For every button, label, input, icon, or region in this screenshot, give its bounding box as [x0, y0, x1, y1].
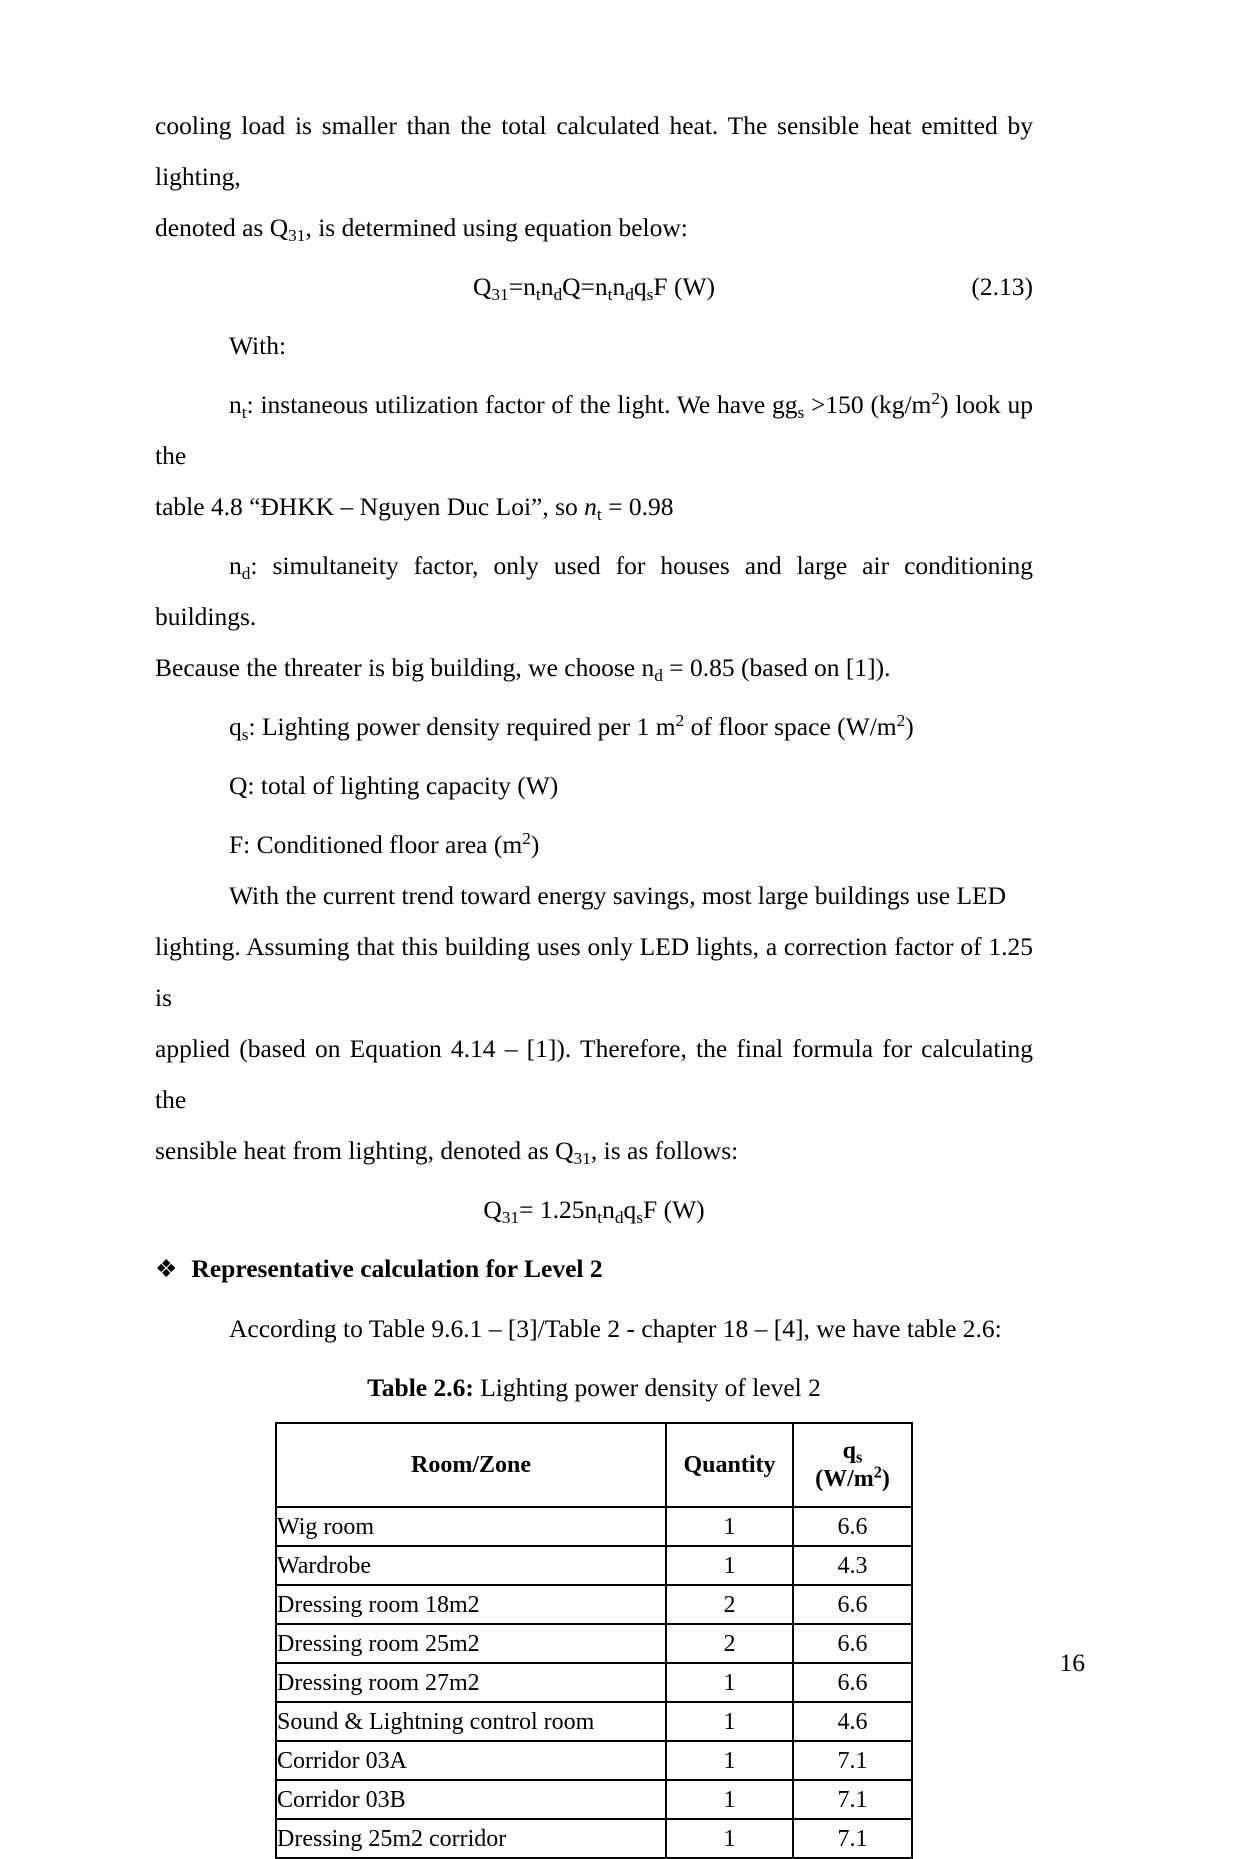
- equation-final-sub-s: s: [636, 1207, 644, 1227]
- equation-sub-s: s: [646, 284, 654, 304]
- cell-room-zone: Corridor 03A: [276, 1741, 666, 1780]
- cell-quantity: 1: [666, 1780, 793, 1819]
- nt-line2-italic-n: n: [584, 492, 597, 521]
- equation-final-part-2: n: [602, 1195, 615, 1224]
- equation-final-sub-d: d: [614, 1207, 624, 1227]
- cell-qs: 6.6: [793, 1507, 912, 1546]
- paragraph-f-area: [155, 819, 1033, 870]
- table-caption-label: Table 2.6:: [367, 1373, 474, 1402]
- table-caption: [155, 1362, 1033, 1413]
- table-row: [276, 1741, 912, 1780]
- lighting-power-density-table: [275, 1422, 913, 1859]
- cell-quantity: 1: [666, 1663, 793, 1702]
- cell-qs: 4.3: [793, 1546, 912, 1585]
- cell-room-zone: Sound & Lightning control room: [276, 1702, 666, 1741]
- table-row: [276, 1624, 912, 1663]
- cell-room-zone: Dressing room 25m2: [276, 1624, 666, 1663]
- cell-room-zone: Dressing 25m2 corridor: [276, 1819, 666, 1858]
- qs-header-subscript: s: [856, 1447, 863, 1467]
- cell-room-zone: Dressing room 27m2: [276, 1663, 666, 1702]
- cell-qs: 7.1: [793, 1780, 912, 1819]
- paragraph-line-2-pre: denoted as Q: [155, 213, 289, 242]
- table-header: [276, 1423, 912, 1507]
- nt-line2-a: table 4.8 “ĐHKK – Nguyen Duc Loi”, so: [155, 492, 585, 521]
- q-total-text: Q: total of lighting capacity (W): [229, 771, 559, 800]
- paragraph-line-2-subscript: 31: [288, 225, 306, 245]
- cell-qs: 7.1: [793, 1819, 912, 1858]
- led-line-4-subscript: 31: [573, 1148, 591, 1168]
- led-line-4-b: , is as follows:: [590, 1136, 739, 1165]
- cell-quantity: 1: [666, 1819, 793, 1858]
- table-row: [276, 1819, 912, 1858]
- column-header-quantity: Quantity: [666, 1423, 793, 1507]
- page-number: 16: [1059, 1648, 1085, 1677]
- equation-number: (2.13): [971, 272, 1033, 301]
- led-line-4-a: sensible heat from lighting, denoted as Q: [155, 1136, 574, 1165]
- column-header-room-zone: Room/Zone: [276, 1423, 666, 1507]
- led-line-3: applied (based on Equation 4.14 – [1]). Therefore, the final formula for calculating the: [155, 1034, 1033, 1114]
- table-header-row: [276, 1423, 912, 1507]
- nt-line2-b: = 0.98: [601, 492, 674, 521]
- f-area-superscript: 2: [522, 828, 531, 848]
- nt-text-c: ) look up the: [155, 390, 1033, 470]
- qs-header-unit-superscript: 2: [873, 1462, 882, 1482]
- gs-symbol: g: [784, 390, 798, 419]
- led-line-1: With the current trend toward energy savings, most large buildings use LED: [229, 881, 1007, 910]
- nt-symbol: n: [229, 390, 242, 419]
- gs-subscript: s: [797, 402, 805, 422]
- with-label-text: With:: [229, 331, 287, 360]
- cell-qs: 4.6: [793, 1702, 912, 1741]
- table-row: [276, 1585, 912, 1624]
- cell-quantity: 1: [666, 1546, 793, 1585]
- led-line-2: lighting. Assuming that this building uses only LED lights, a correction factor of 1.25 is: [155, 932, 1033, 1012]
- cell-room-zone: Dressing room 18m2: [276, 1585, 666, 1624]
- according-to-text: According to Table 9.6.1 – [3]/Table 2 - chapter 18 – [4], we have table 2.6:: [229, 1314, 1002, 1343]
- nt-text-b: >150 (kg/m: [804, 390, 932, 419]
- equation-q-subscript: 31: [491, 284, 509, 304]
- qs-text-b: of floor space (W/m: [684, 712, 897, 741]
- table-row: [276, 1546, 912, 1585]
- qs-subscript: s: [241, 724, 249, 744]
- section-heading-representative-calculation: [155, 1243, 1033, 1295]
- table-row: [276, 1702, 912, 1741]
- paragraph-continued-text: [155, 100, 1033, 253]
- equation-final-part-4: F (W): [643, 1195, 705, 1224]
- paragraph-led: [155, 870, 1033, 1176]
- cell-room-zone: Wardrobe: [276, 1546, 666, 1585]
- equation-part-1: =n: [508, 272, 536, 301]
- column-header-qs-unit-line: [794, 1462, 911, 1493]
- cell-quantity: 1: [666, 1507, 793, 1546]
- cell-room-zone: Wig room: [276, 1507, 666, 1546]
- qs-text-c: ): [905, 712, 914, 741]
- paragraph-qs: [155, 701, 1033, 752]
- qs-superscript-2: 2: [896, 710, 906, 730]
- equation-2-13: [155, 261, 1033, 312]
- table-row: [276, 1780, 912, 1819]
- f-area-text-b: ): [530, 830, 540, 859]
- nt-text-a: : instaneous utilization factor of the light. We have g: [246, 390, 785, 419]
- nt-line2-subscript: t: [596, 504, 602, 524]
- column-header-qs-symbol-line: [794, 1437, 911, 1465]
- equation-sub-t1: t: [535, 284, 541, 304]
- nd-line2-subscript: d: [654, 665, 663, 685]
- equation-sub-t2: t: [607, 284, 613, 304]
- nd-text-a: : simultaneity factor, only used for houses and large air conditioning buildings.: [155, 551, 1033, 631]
- cell-qs: 7.1: [793, 1741, 912, 1780]
- with-label: [155, 320, 1033, 371]
- qs-header-unit-post: ): [881, 1466, 890, 1492]
- table-body: [276, 1507, 912, 1858]
- cell-room-zone: Corridor 03B: [276, 1780, 666, 1819]
- paragraph-nt: [155, 379, 1033, 532]
- qs-symbol: q: [229, 712, 242, 741]
- equation-part-5: q: [633, 272, 647, 301]
- nd-subscript: d: [241, 563, 251, 583]
- cell-quantity: 1: [666, 1741, 793, 1780]
- qs-text-a: : Lighting power density required per 1 m: [248, 712, 676, 741]
- equation-part-3: Q=n: [562, 272, 608, 301]
- nd-symbol: n: [229, 551, 242, 580]
- paragraph-line-2-post: , is determined using equation below:: [305, 213, 688, 242]
- equation-final: [155, 1184, 1033, 1235]
- qs-superscript-1: 2: [675, 710, 685, 730]
- nt-superscript: 2: [931, 388, 941, 408]
- nt-subscript: t: [241, 402, 247, 422]
- equation-final-part-1: = 1.25n: [519, 1195, 598, 1224]
- diamond-bullet-icon: ❖: [155, 1256, 178, 1283]
- paragraph-according-to: [155, 1303, 1033, 1354]
- equation-final-part-3: q: [623, 1195, 637, 1224]
- paragraph-q-total: [155, 760, 1033, 811]
- qs-header-symbol: q: [842, 1438, 856, 1464]
- table-caption-text: Lighting power density of level 2: [473, 1373, 821, 1402]
- equation-final-q-subscript: 31: [501, 1207, 520, 1227]
- equation-final-q: Q: [483, 1195, 502, 1224]
- equation-sub-d1: d: [553, 284, 563, 304]
- cell-qs: 6.6: [793, 1663, 912, 1702]
- equation-part-4: n: [612, 272, 626, 301]
- equation-sub-d2: d: [625, 284, 634, 304]
- page-content: [155, 100, 1033, 1859]
- table-row: [276, 1663, 912, 1702]
- cell-quantity: 2: [666, 1624, 793, 1663]
- equation-q: Q: [472, 272, 492, 301]
- qs-header-unit-pre: (W/m: [815, 1466, 874, 1492]
- cell-qs: 6.6: [793, 1585, 912, 1624]
- f-area-text-a: F: Conditioned floor area (m: [229, 830, 523, 859]
- paragraph-line-1: cooling load is smaller than the total calculated heat. The sensible heat emitted by lighting,: [155, 111, 1033, 191]
- column-header-qs: [793, 1423, 912, 1507]
- equation-part-6: F (W): [653, 272, 716, 301]
- cell-qs: 6.6: [793, 1624, 912, 1663]
- paragraph-nd: [155, 540, 1033, 693]
- equation-part-2: n: [540, 272, 554, 301]
- nd-line2-b: = 0.85 (based on [1]).: [662, 653, 891, 682]
- cell-quantity: 1: [666, 1702, 793, 1741]
- cell-quantity: 2: [666, 1585, 793, 1624]
- section-heading-text: Representative calculation for Level 2: [191, 1254, 603, 1283]
- table-row: [276, 1507, 912, 1546]
- nd-line2-a: Because the threater is big building, we choose n: [155, 653, 655, 682]
- equation-final-sub-t: t: [597, 1207, 603, 1227]
